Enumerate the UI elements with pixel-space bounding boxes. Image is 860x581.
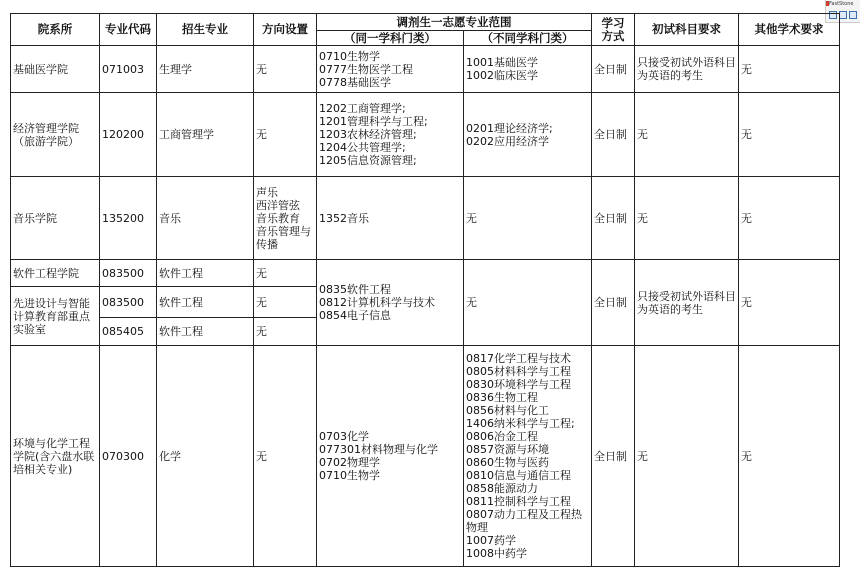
college-cell: 经济管理学院 （旅游学院） — [11, 93, 100, 177]
major-cell: 化学 — [157, 346, 254, 567]
header-same-category: （同一学科门类） — [317, 31, 464, 46]
major-cell: 软件工程 — [157, 318, 254, 346]
direction-cell: 无 — [254, 318, 317, 346]
table-row — [11, 93, 840, 177]
table-row — [11, 177, 840, 260]
toolbar-title: FastStone — [829, 1, 854, 7]
diff-category-cell: 1001基础医学 1002临床医学 — [464, 46, 592, 93]
college-cell: 音乐学院 — [11, 177, 100, 260]
same-category-cell: 0835软件工程 0812计算机科学与技术 0854电子信息 — [317, 260, 464, 346]
header-direction: 方向设置 — [254, 14, 317, 46]
header-row — [11, 14, 840, 31]
direction-cell: 无 — [254, 260, 317, 287]
other-cell: 无 — [739, 177, 840, 260]
header-transfer-range: 调剂生一志愿专业范围 — [317, 14, 592, 31]
major-cell: 音乐 — [157, 177, 254, 260]
admission-table — [10, 13, 840, 567]
exam-cell: 只接受初试外语科目为英语的考生 — [635, 46, 739, 93]
code-cell: 070300 — [100, 346, 157, 567]
header-study-mode: 学习 方式 — [592, 14, 635, 46]
table-row — [11, 46, 840, 93]
window-icon[interactable] — [839, 11, 847, 19]
table-row — [11, 260, 840, 287]
mode-cell: 全日制 — [592, 46, 635, 93]
header-college: 院系所 — [11, 14, 100, 46]
other-cell: 无 — [739, 46, 840, 93]
header-major: 招生专业 — [157, 14, 254, 46]
code-cell: 083500 — [100, 260, 157, 287]
code-cell: 083500 — [100, 287, 157, 318]
college-cell: 软件工程学院 — [11, 260, 100, 287]
major-cell: 软件工程 — [157, 260, 254, 287]
major-cell: 工商管理学 — [157, 93, 254, 177]
other-cell: 无 — [739, 260, 840, 346]
mode-cell: 全日制 — [592, 346, 635, 567]
code-cell: 120200 — [100, 93, 157, 177]
diff-category-cell: 无 — [464, 260, 592, 346]
college-cell: 先进设计与智能计算教育部重点实验室 — [11, 287, 100, 346]
direction-cell: 无 — [254, 346, 317, 567]
same-category-cell: 1352音乐 — [317, 177, 464, 260]
exam-cell: 只接受初试外语科目为英语的考生 — [635, 260, 739, 346]
table-row — [11, 346, 840, 567]
code-cell: 135200 — [100, 177, 157, 260]
code-cell: 085405 — [100, 318, 157, 346]
code-cell: 071003 — [100, 46, 157, 93]
same-category-cell: 0710生物学 0777生物医学工程 0778基础医学 — [317, 46, 464, 93]
same-category-cell: 0703化学 077301材料物理与化学 0702物理学 0710生物学 — [317, 346, 464, 567]
direction-cell: 无 — [254, 46, 317, 93]
mode-cell: 全日制 — [592, 93, 635, 177]
exam-cell: 无 — [635, 177, 739, 260]
diff-category-cell: 无 — [464, 177, 592, 260]
direction-cell: 无 — [254, 93, 317, 177]
header-code: 专业代码 — [100, 14, 157, 46]
major-cell: 软件工程 — [157, 287, 254, 318]
close-icon[interactable] — [849, 11, 857, 19]
exam-cell: 无 — [635, 346, 739, 567]
college-cell: 环境与化学工程学院(含六盘水联培相关专业) — [11, 346, 100, 567]
diff-category-cell: 0201理论经济学; 0202应用经济学 — [464, 93, 592, 177]
header-different-category: （不同学科门类） — [464, 31, 592, 46]
mode-cell: 全日制 — [592, 177, 635, 260]
direction-cell: 声乐 西洋管弦 音乐教育 音乐管理与传播 — [254, 177, 317, 260]
major-cell: 生理学 — [157, 46, 254, 93]
diff-category-cell: 0817化学工程与技术 0805材料科学与工程 0830环境科学与工程 0836生物工程 0856材料与化工 1406纳米科学与工程; 0806冶金工程 0857资源与环境 0860生物与医药 0810信息与通信工程 0858能源动力 0811控制科学与工程 0807动力工程及工程热物理 1007药学 1008中药学 — [464, 346, 592, 567]
other-cell: 无 — [739, 346, 840, 567]
mode-cell: 全日制 — [592, 260, 635, 346]
header-exam-requirement: 初试科目要求 — [635, 14, 739, 46]
college-cell: 基础医学院 — [11, 46, 100, 93]
same-category-cell: 1202工商管理学; 1201管理科学与工程; 1203农林经济管理; 1204公共管理学; 1205信息资源管理; — [317, 93, 464, 177]
other-cell: 无 — [739, 93, 840, 177]
header-other-requirement: 其他学术要求 — [739, 14, 840, 46]
exam-cell: 无 — [635, 93, 739, 177]
direction-cell: 无 — [254, 287, 317, 318]
